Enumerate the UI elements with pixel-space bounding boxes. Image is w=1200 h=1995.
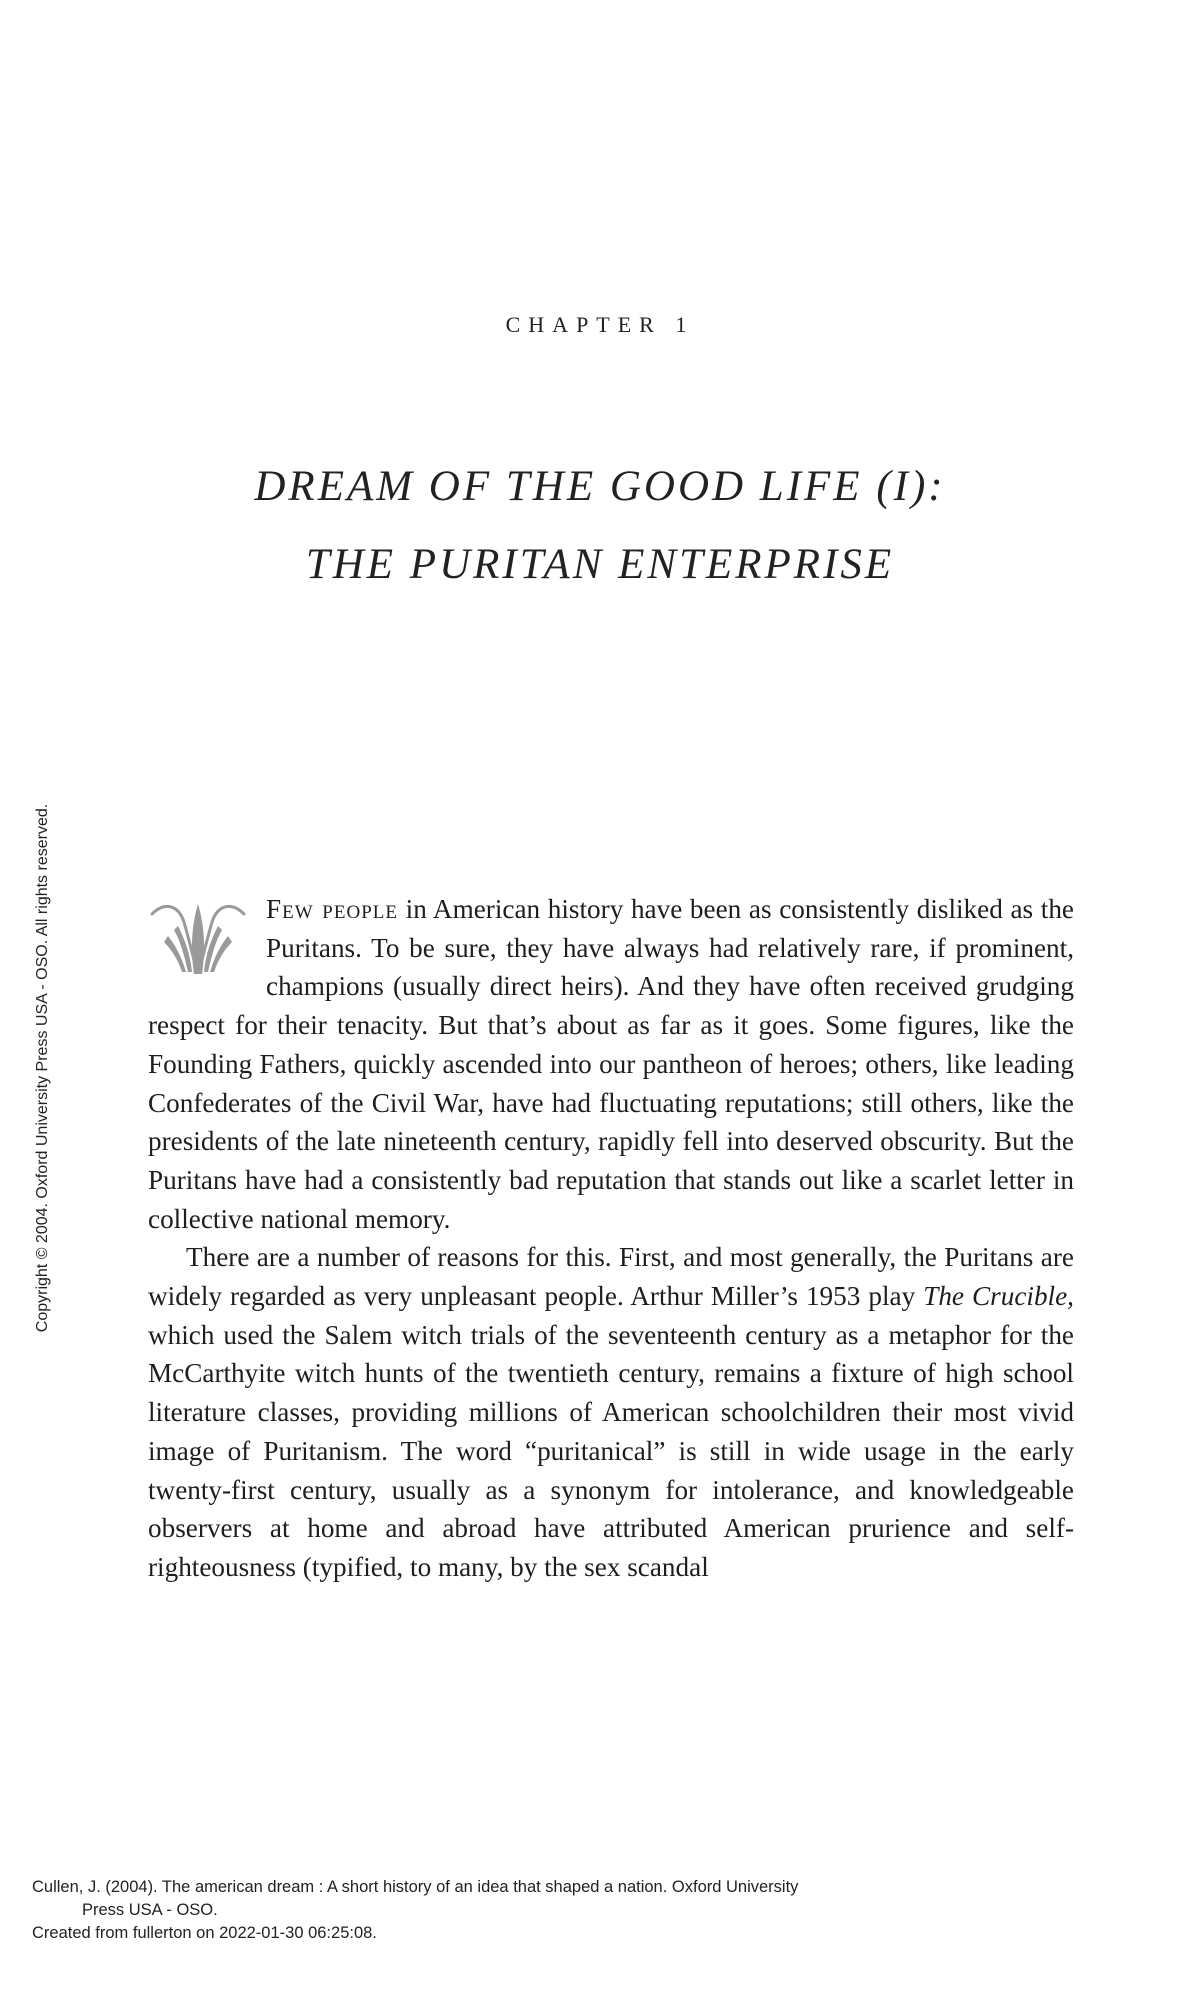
chapter-title-line-2: THE PURITAN ENTERPRISE: [305, 541, 895, 588]
paragraph-2: [148, 1238, 1074, 1586]
body-text: [148, 890, 1074, 1587]
chapter-label: CHAPTER 1: [505, 312, 695, 337]
chapter-title: [0, 448, 1200, 604]
side-copyright-notice: Copyright © 2004. Oxford University Press USA - OSO. All rights reserved.: [34, 803, 51, 1333]
citation-line-1: Cullen, J. (2004). The american dream : A short history of an idea that shaped a nation. Oxford University: [32, 1878, 799, 1896]
paragraph-2-text-b: which used the Salem witch trials of the seventeenth century as a metaphor for the McCarthyite witch hunts of the twentieth century, remains a fixture of high school literature classes, providing millions of American schoolchildren their most vivid image of Puritanism. The word “puritanical” is still in wide usage in the early twenty-first century, usually as a synonym for intolerance, and knowledgeable observers at home and abroad have attributed American prurience and self-righteousness (typified, to many, by the sex scandal: [148, 1319, 1074, 1582]
chapter-title-line-1: DREAM OF THE GOOD LIFE (I):: [254, 463, 946, 510]
book-title-crucible: The Crucible,: [923, 1281, 1074, 1312]
citation-line-2: Press USA - OSO.: [82, 1901, 218, 1919]
fleuron-ornament-icon: [148, 896, 248, 1004]
citation-line-3: Created from fullerton on 2022-01-30 06:25:08.: [32, 1924, 377, 1942]
paragraph-1-text: in American history have been as consistently disliked as the Puritans. To be sure, they have always had relatively rare, if prominent, champions (usually direct heirs). And they have often received grudging respect for their tenacity. But that’s about as far as it goes. Some figures, like the Founding Fathers, quickly ascended into our pantheon of heroes; others, like leading Confederates of the Civil War, have had fluctuating reputations; still others, like the presidents of the late nineteenth century, rapidly fell into deserved obscurity. But the Puritans have had a consistently bad reputation that stands out like a scarlet letter in collective national memory.: [148, 894, 1074, 1234]
paragraph-2-text-a: There are a number of reasons for this. First, and most generally, the Puritans are widely regarded as very unpleasant people. Arthur Miller’s 1953 play: [148, 1242, 1074, 1312]
paragraph-1: [148, 890, 1074, 1238]
citation-footer: [32, 1876, 1032, 1945]
paragraph-1-lead: Few people: [266, 894, 398, 924]
